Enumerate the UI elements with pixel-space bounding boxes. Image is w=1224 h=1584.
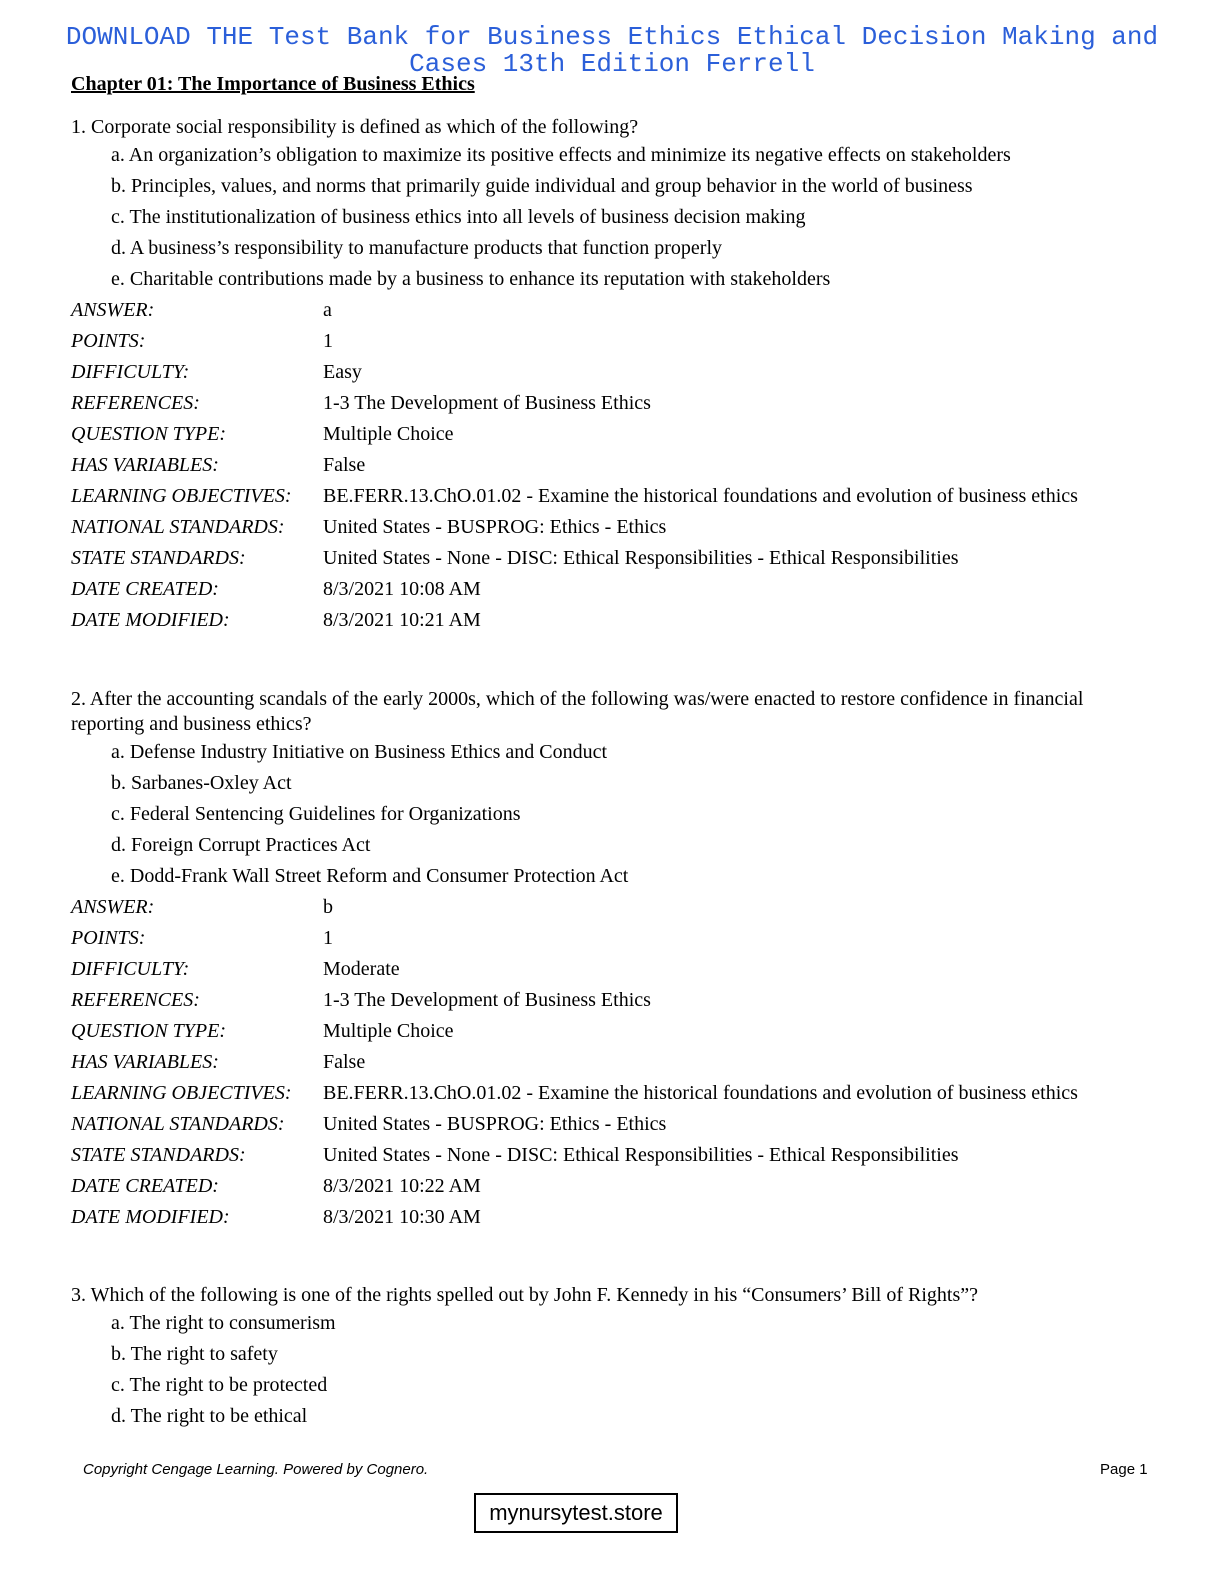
watermark-link[interactable]: mynursytest.store [474,1493,678,1533]
meta-row-state-standards [71,543,1113,574]
meta-row-date-modified [71,1202,1113,1233]
meta-row-points [71,923,1113,954]
page-number: Page 1 [1100,1461,1148,1478]
meta-value: Multiple Choice [323,423,454,445]
choice-d: d. Foreign Corrupt Practices Act [111,834,371,856]
choice-e: e. Charitable contributions made by a business to enhance its reputation with stakeholders [111,268,831,290]
meta-row-state-standards [71,1140,1113,1171]
meta-value: 8/3/2021 10:30 AM [323,1206,481,1228]
question-2 [71,687,1131,1233]
meta-label: STATE STANDARDS: [71,547,246,569]
meta-label: NATIONAL STANDARDS: [71,516,285,538]
meta-value: 8/3/2021 10:08 AM [323,578,481,600]
meta-label: POINTS: [71,927,146,949]
download-banner[interactable] [0,24,1224,78]
meta-row-question-type [71,419,1113,450]
meta-value: a [323,299,332,321]
meta-value: United States - None - DISC: Ethical Responsibilities - Ethical Responsibilities [323,1144,959,1166]
choice-b: b. Sarbanes-Oxley Act [111,772,292,794]
meta-label: QUESTION TYPE: [71,423,227,445]
banner-line-2: Cases 13th Edition Ferrell [409,49,815,79]
copyright-footer: Copyright Cengage Learning. Powered by Cognero. [83,1461,429,1478]
meta-label: ANSWER: [71,896,155,918]
choice-b: b. The right to safety [111,1343,278,1365]
meta-value: United States - BUSPROG: Ethics - Ethics [323,1113,667,1135]
banner-line-1: DOWNLOAD THE Test Bank for Business Ethics Ethical Decision Making and [65,22,1159,52]
question-3 [71,1283,1131,1432]
meta-row-question-type [71,1016,1113,1047]
meta-value: 1 [323,330,333,352]
meta-value: Multiple Choice [323,1020,454,1042]
choice-d: d. A business’s responsibility to manufacture products that function properly [111,237,723,259]
meta-value: False [323,454,366,476]
chapter-title: Chapter 01: The Importance of Business Ethics [71,73,475,95]
meta-label: REFERENCES: [71,392,200,414]
meta-label: DIFFICULTY: [71,958,190,980]
question-metadata [71,295,1113,636]
meta-value: Easy [323,361,362,383]
meta-row-references [71,388,1113,419]
meta-row-difficulty [71,357,1113,388]
meta-value: 8/3/2021 10:21 AM [323,609,481,631]
meta-label: DIFFICULTY: [71,361,190,383]
meta-label: DATE CREATED: [71,1175,219,1197]
choice-list [111,737,1131,892]
meta-value: 8/3/2021 10:22 AM [323,1175,481,1197]
meta-row-answer [71,295,1113,326]
choice-a: a. The right to consumerism [111,1312,336,1334]
meta-value: United States - None - DISC: Ethical Responsibilities - Ethical Responsibilities [323,547,959,569]
meta-value: 1-3 The Development of Business Ethics [323,392,651,414]
meta-row-date-created [71,574,1113,605]
meta-value: BE.FERR.13.ChO.01.02 - Examine the historical foundations and evolution of business ethics [323,1082,1078,1104]
question-metadata [71,892,1113,1233]
meta-label: NATIONAL STANDARDS: [71,1113,285,1135]
meta-value: 1 [323,927,333,949]
meta-label: POINTS: [71,330,146,352]
meta-row-answer [71,892,1113,923]
meta-label: DATE CREATED: [71,578,219,600]
meta-label: REFERENCES: [71,989,200,1011]
meta-row-points [71,326,1113,357]
meta-label: DATE MODIFIED: [71,609,230,631]
meta-value: Moderate [323,958,400,980]
meta-row-has-variables [71,1047,1113,1078]
meta-label: LEARNING OBJECTIVES: [71,485,292,507]
meta-label: ANSWER: [71,299,155,321]
choice-c: c. The institutionalization of business ethics into all levels of business decision making [111,206,806,228]
choice-c: c. Federal Sentencing Guidelines for Organizations [111,803,521,825]
meta-value: United States - BUSPROG: Ethics - Ethics [323,516,667,538]
question-text: 2. After the accounting scandals of the early 2000s, which of the following was/were enacted to restore confidence in financial reporting and business ethics? [71,688,1084,735]
question-1 [71,115,1131,636]
meta-value: 1-3 The Development of Business Ethics [323,989,651,1011]
meta-row-date-modified [71,605,1113,636]
choice-list [111,1308,1131,1432]
meta-value: False [323,1051,366,1073]
choice-b: b. Principles, values, and norms that primarily guide individual and group behavior in the world of business [111,175,973,197]
meta-row-references [71,985,1113,1016]
choice-c: c. The right to be protected [111,1374,328,1396]
meta-row-difficulty [71,954,1113,985]
question-text: 3. Which of the following is one of the rights spelled out by John F. Kennedy in his “Consumers’ Bill of Rights”? [71,1284,979,1306]
meta-label: QUESTION TYPE: [71,1020,227,1042]
meta-label: STATE STANDARDS: [71,1144,246,1166]
meta-value: b [323,896,333,918]
question-text: 1. Corporate social responsibility is defined as which of the following? [71,116,639,138]
meta-row-date-created [71,1171,1113,1202]
meta-row-has-variables [71,450,1113,481]
meta-label: HAS VARIABLES: [71,1051,219,1073]
choice-a: a. Defense Industry Initiative on Business Ethics and Conduct [111,741,608,763]
meta-row-national-standards [71,512,1113,543]
choice-a: a. An organization’s obligation to maximize its positive effects and minimize its negative effects on stakeholders [111,144,1011,166]
choice-d: d. The right to be ethical [111,1405,308,1427]
choice-list [111,140,1131,295]
meta-label: DATE MODIFIED: [71,1206,230,1228]
meta-label: HAS VARIABLES: [71,454,219,476]
meta-row-national-standards [71,1109,1113,1140]
choice-e: e. Dodd-Frank Wall Street Reform and Consumer Protection Act [111,865,629,887]
meta-row-learning-objectives [71,481,1113,512]
meta-label: LEARNING OBJECTIVES: [71,1082,292,1104]
meta-row-learning-objectives [71,1078,1113,1109]
meta-value: BE.FERR.13.ChO.01.02 - Examine the historical foundations and evolution of business ethics [323,485,1078,507]
